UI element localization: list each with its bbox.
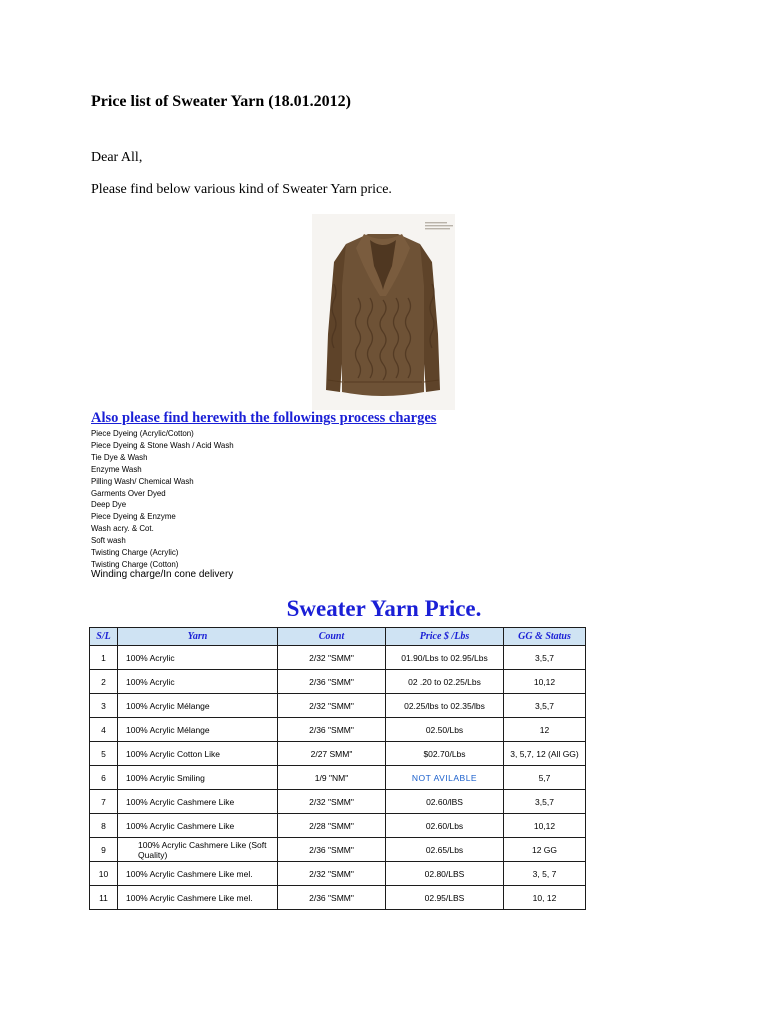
cell-sl: 4 [90,718,118,742]
cell-yarn: 100% Acrylic [118,670,278,694]
table-row [90,862,586,886]
cell-yarn: 100% Acrylic Cashmere Like mel. [118,886,278,910]
cell-sl: 2 [90,670,118,694]
cell-gg-status: 3,5,7 [504,790,586,814]
process-item: Wash acry. & Cot. [91,523,154,534]
header-gg-status: GG & Status [504,628,586,646]
intro-text: Please find below various kind of Sweater Yarn price. [91,182,392,197]
process-charges-heading[interactable]: Also please find herewith the followings process charges [91,410,437,426]
process-item: Twisting Charge (Acrylic) [91,547,179,558]
cell-count: 2/27 SMM" [278,742,386,766]
cell-price: 02 .20 to 02.25/Lbs [386,670,504,694]
cell-count: 2/32 "SMM" [278,694,386,718]
cell-gg-status: 10,12 [504,670,586,694]
price-table-title: Sweater Yarn Price. [286,596,482,621]
cell-sl: 7 [90,790,118,814]
cell-price: 01.90/Lbs to 02.95/Lbs [386,646,504,670]
process-item: Twisting Charge (Cotton) [91,558,179,569]
cell-gg-status: 12 GG [504,838,586,862]
cell-price: $02.70/Lbs [386,742,504,766]
cell-price: 02.25/lbs to 02.35/lbs [386,694,504,718]
cell-gg-status: 3, 5, 7 [504,862,586,886]
cell-yarn: 100% Acrylic Cotton Like [118,742,278,766]
cell-gg-status: 10, 12 [504,886,586,910]
table-row [90,694,586,718]
cell-price: NOT AVILABLE [386,766,504,790]
cell-count: 2/36 "SMM" [278,718,386,742]
cell-price: 02.65/Lbs [386,838,504,862]
cell-gg-status: 12 [504,718,586,742]
process-item: Pilling Wash/ Chemical Wash [91,475,194,486]
cell-count: 2/36 "SMM" [278,886,386,910]
cell-yarn: 100% Acrylic Mélange [118,694,278,718]
cell-count: 2/32 "SMM" [278,646,386,670]
cell-yarn: 100% Acrylic Mélange [118,718,278,742]
header-sl: S/L [90,628,118,646]
process-item: Piece Dyeing & Stone Wash / Acid Wash [91,439,234,450]
cell-sl: 5 [90,742,118,766]
cell-price: 02.80/LBS [386,862,504,886]
cell-gg-status: 3,5,7 [504,646,586,670]
cell-gg-status: 3, 5,7, 12 (All GG) [504,742,586,766]
table-row [90,718,586,742]
cell-price: 02.95/LBS [386,886,504,910]
table-row [90,886,586,910]
price-table [89,627,586,910]
process-charges-list [91,428,234,571]
sweater-product-photo [312,214,455,410]
page-title: Price list of Sweater Yarn (18.01.2012) [91,93,351,110]
cell-count: 2/32 "SMM" [278,790,386,814]
cell-sl: 6 [90,766,118,790]
process-item: Deep Dye [91,499,127,510]
cell-sl: 8 [90,814,118,838]
table-row [90,766,586,790]
table-row [90,670,586,694]
cell-sl: 10 [90,862,118,886]
table-row [90,790,586,814]
cell-price: 02.60/lBS [386,790,504,814]
table-row [90,814,586,838]
cell-yarn: 100% Acrylic Cashmere Like [118,814,278,838]
table-row [90,838,586,862]
cell-yarn: 100% Acrylic Smiling [118,766,278,790]
process-item: Piece Dyeing & Enzyme [91,511,176,522]
cell-yarn: 100% Acrylic Cashmere Like (Soft Quality) [118,838,278,862]
winding-charge-text: Winding charge/In cone delivery [91,569,234,580]
greeting: Dear All, [91,150,143,165]
cell-yarn: 100% Acrylic [118,646,278,670]
cell-gg-status: 3,5,7 [504,694,586,718]
cell-price: 02.50/Lbs [386,718,504,742]
table-row [90,646,586,670]
cell-count: 2/32 "SMM" [278,862,386,886]
cell-sl: 3 [90,694,118,718]
process-item: Tie Dye & Wash [91,451,148,462]
process-item: Piece Dyeing (Acrylic/Cotton) [91,428,194,438]
cell-sl: 11 [90,886,118,910]
cell-gg-status: 5,7 [504,766,586,790]
header-count: Count [278,628,386,646]
cell-price: 02.60/Lbs [386,814,504,838]
cell-count: 1/9 "NM" [278,766,386,790]
price-table-header-row [90,628,586,646]
cell-count: 2/28 "SMM" [278,814,386,838]
cell-yarn: 100% Acrylic Cashmere Like [118,790,278,814]
cell-yarn: 100% Acrylic Cashmere Like mel. [118,862,278,886]
cell-sl: 1 [90,646,118,670]
cell-count: 2/36 "SMM" [278,670,386,694]
cell-count: 2/36 "SMM" [278,838,386,862]
header-price: Price $ /Lbs [386,628,504,646]
process-item: Enzyme Wash [91,463,142,474]
header-yarn: Yarn [118,628,278,646]
process-item: Soft wash [91,535,126,546]
cell-sl: 9 [90,838,118,862]
process-item: Garments Over Dyed [91,487,166,498]
table-row [90,742,586,766]
cell-gg-status: 10,12 [504,814,586,838]
